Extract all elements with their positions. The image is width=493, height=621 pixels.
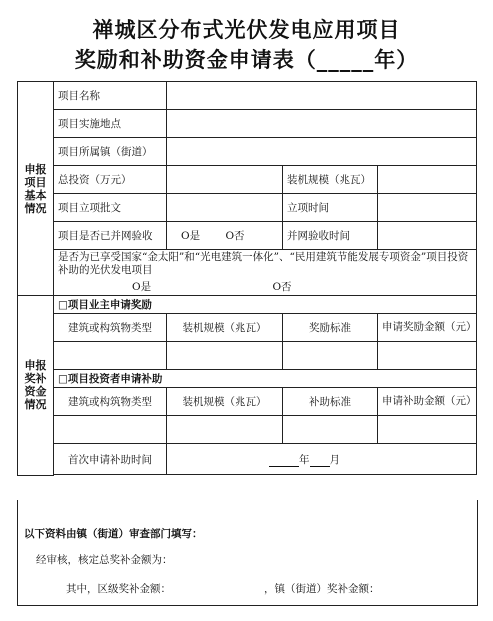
field-project-location[interactable]: [167, 110, 477, 138]
investor-field-amount[interactable]: [378, 416, 477, 444]
label-grid-time: 并网验收时间: [283, 222, 378, 250]
investor-col-building-type: 建筑或构筑物类型: [54, 388, 167, 416]
label-total-investment: 总投资（万元）: [54, 166, 167, 194]
field-installed-capacity[interactable]: [378, 166, 477, 194]
investor-field-standard[interactable]: [283, 416, 378, 444]
grid-accepted-options: [167, 222, 283, 250]
label-project-location: 项目实施地点: [54, 110, 167, 138]
review-total-amount-label: 经审核，核定总奖补金额为：: [36, 554, 173, 566]
section-subsidy-label: 申报奖补资金情况: [18, 296, 54, 476]
investor-col-amount: 申请补助金额（元）: [378, 388, 477, 416]
owner-field-capacity[interactable]: [167, 342, 283, 370]
subsidy-no-radio[interactable]: O否: [272, 280, 292, 293]
section-basic-info-label: 申报项目基本情况: [18, 82, 54, 296]
review-town-amount-label: ，镇（街道）奖补金额：: [264, 583, 380, 595]
owner-field-building-type[interactable]: [54, 342, 167, 370]
subsidy-yes-radio[interactable]: O是: [132, 280, 152, 293]
owner-field-amount[interactable]: [378, 342, 477, 370]
investor-field-capacity[interactable]: [167, 416, 283, 444]
investor-subsidy-heading[interactable]: □项目投资者申请补助: [54, 370, 477, 388]
investor-field-building-type[interactable]: [54, 416, 167, 444]
label-approval-doc: 项目立项批文: [54, 194, 167, 222]
label-installed-capacity: 装机规模（兆瓦）: [283, 166, 378, 194]
form-title-line2: 奖励和补助资金申请表（_____年）: [74, 47, 419, 72]
year-suffix: 年: [299, 453, 310, 466]
owner-field-standard[interactable]: [283, 342, 378, 370]
owner-col-capacity: 装机规模（兆瓦）: [167, 314, 283, 342]
review-section: [17, 500, 478, 606]
field-approval-doc[interactable]: [167, 194, 283, 222]
month-suffix: 月: [329, 453, 340, 466]
field-grid-time[interactable]: [378, 222, 477, 250]
review-heading: 以下资料由镇（街道）审查部门填写：: [24, 528, 203, 540]
label-first-apply-time: 首次申请补助时间: [54, 444, 167, 475]
field-total-investment[interactable]: [167, 166, 283, 194]
review-district-amount-label: 其中，区级奖补金额：: [66, 583, 171, 595]
field-approval-time[interactable]: [378, 194, 477, 222]
year-blank[interactable]: [269, 454, 299, 467]
investor-col-capacity: 装机规模（兆瓦）: [167, 388, 283, 416]
owner-col-amount: 申请奖励金额（元）: [378, 314, 477, 342]
label-approval-time: 立项时间: [283, 194, 378, 222]
grid-yes-radio[interactable]: O是: [181, 230, 201, 242]
investor-col-standard: 补助标准: [283, 388, 378, 416]
owner-reward-heading[interactable]: □项目业主申请奖励: [54, 296, 477, 314]
label-project-town: 项目所属镇（街道）: [54, 138, 167, 166]
subsidy-question: 是否为已享受国家“金太阳”和“光电建筑一体化”、“民用建筑节能发展专项资金”项目投资补助的光伏发电项目: [54, 250, 477, 278]
form-title-line1: 禅城区分布式光伏发电应用项目: [92, 17, 401, 42]
label-grid-accepted: 项目是否已并网验收: [54, 222, 167, 250]
subsidy-options: [54, 277, 477, 296]
month-blank[interactable]: [310, 454, 330, 467]
label-project-name: 项目名称: [54, 82, 167, 110]
field-project-name[interactable]: [167, 82, 477, 110]
owner-col-standard: 奖励标准: [283, 314, 378, 342]
owner-col-building-type: 建筑或构筑物类型: [54, 314, 167, 342]
application-form-table: [17, 81, 477, 476]
field-first-apply-time[interactable]: [167, 444, 477, 475]
grid-no-radio[interactable]: O否: [225, 230, 245, 242]
field-project-town[interactable]: [167, 138, 477, 166]
